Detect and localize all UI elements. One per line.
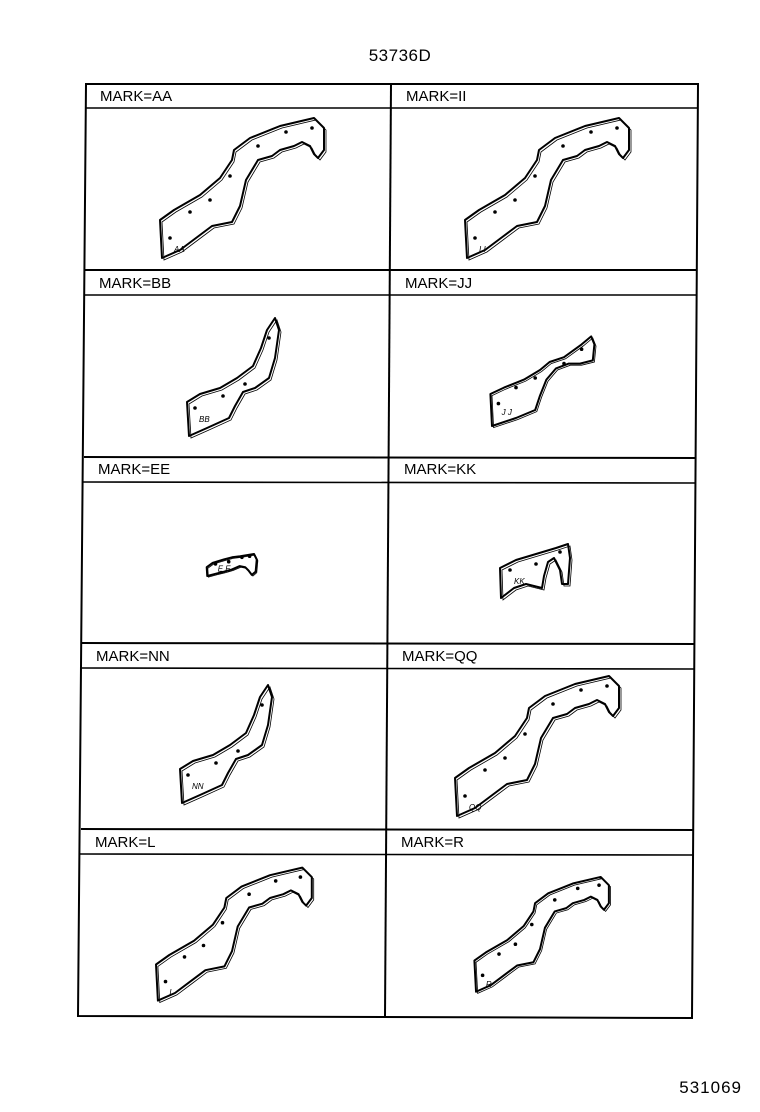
bolt-hole [227, 560, 231, 564]
part-label-5: MARK=EE [98, 461, 171, 478]
bolt-hole [247, 892, 251, 896]
bolt-hole [228, 174, 232, 178]
part-label-3: MARK=BB [99, 275, 172, 292]
diagram-code: 53736D [368, 46, 432, 65]
part-label-1: MARK=AA [100, 88, 173, 105]
bolt-hole [164, 980, 168, 984]
bolt-hole [534, 562, 538, 566]
bolt-hole [208, 198, 212, 202]
bolt-hole [188, 210, 192, 214]
part-stamp: QQ [469, 803, 482, 812]
bolt-hole [214, 562, 218, 566]
bolt-hole [260, 703, 264, 707]
grid-lines [78, 84, 698, 1018]
bolt-hole [463, 794, 467, 798]
row-divider-2 [84, 457, 696, 458]
part-drawing-4 [490, 336, 596, 427]
gasket-outline [465, 118, 629, 258]
bolt-hole [533, 174, 537, 178]
part-stamp: NN [192, 782, 204, 791]
bolt-hole [299, 875, 303, 879]
bolt-hole [473, 236, 477, 240]
bolt-hole [533, 376, 537, 380]
part-drawing-1 [160, 118, 326, 260]
part-stamp: BB [199, 415, 210, 424]
bolt-hole [186, 773, 190, 777]
bolt-hole [576, 887, 580, 891]
bolt-hole [605, 684, 609, 688]
bolt-hole [497, 402, 501, 406]
bolt-hole [240, 556, 244, 560]
bolt-hole [561, 144, 565, 148]
bolt-hole [597, 883, 601, 887]
row-divider-4 [81, 829, 694, 830]
part-stamp: AA [174, 245, 185, 254]
part-drawing-5 [207, 554, 258, 577]
label-rule-3 [83, 482, 696, 483]
bolt-hole [267, 336, 271, 340]
bolt-hole [514, 386, 518, 390]
bolt-hole [503, 756, 507, 760]
bolt-hole [562, 362, 566, 366]
bolt-hole [523, 732, 527, 736]
bolt-hole [514, 942, 518, 946]
part-drawing-8 [455, 676, 621, 818]
bolt-hole [274, 879, 278, 883]
bolt-hole [183, 955, 187, 959]
footer-code: 531069 [679, 1078, 742, 1097]
gasket-outline [156, 868, 312, 1001]
part-stamp: KK [514, 577, 525, 586]
bolt-hole [481, 974, 485, 978]
bolt-hole [483, 768, 487, 772]
part-stamp: E E [217, 564, 231, 574]
bolt-hole [243, 382, 247, 386]
bolt-hole [236, 749, 240, 753]
bolt-hole [221, 394, 225, 398]
part-drawing-10 [474, 877, 610, 993]
gasket-outline [455, 676, 619, 816]
part-label-7: MARK=NN [96, 648, 170, 665]
part-drawing-6 [500, 544, 572, 600]
part-stamp: I I [479, 245, 486, 254]
bolt-hole [214, 761, 218, 765]
bolt-hole [497, 952, 501, 956]
part-label-9: MARK=L [95, 834, 156, 851]
gasket-outline [474, 877, 608, 992]
label-rule-5 [80, 854, 693, 855]
bolt-hole [615, 126, 619, 130]
part-drawing-9 [156, 868, 314, 1003]
bolt-hole [589, 130, 593, 134]
bolt-hole [508, 568, 512, 572]
bolt-hole [202, 944, 206, 948]
part-drawing-7 [180, 685, 274, 805]
bolt-hole [168, 236, 172, 240]
part-label-6: MARK=KK [404, 461, 477, 478]
label-rule-4 [82, 668, 695, 669]
part-label-8: MARK=QQ [402, 648, 478, 665]
part-stamp: L [169, 987, 174, 997]
bolt-hole [580, 347, 584, 351]
bolt-hole [553, 898, 557, 902]
part-label-10: MARK=R [401, 834, 464, 851]
part-label-4: MARK=JJ [405, 275, 473, 292]
part-drawing-2 [465, 118, 631, 260]
bolt-hole [193, 406, 197, 410]
bolt-hole [558, 550, 562, 554]
bolt-hole [310, 126, 314, 130]
row-divider-3 [82, 643, 695, 644]
gasket-outline [160, 118, 324, 258]
part-stamp: J J [501, 407, 512, 417]
bolt-hole [221, 921, 225, 925]
bolt-hole [256, 144, 260, 148]
bolt-hole [530, 923, 534, 927]
bolt-hole [493, 210, 497, 214]
grid-center-divider [385, 84, 391, 1017]
bolt-hole [284, 130, 288, 134]
part-label-2: MARK=II [406, 88, 467, 105]
part-stamp: R [485, 979, 492, 989]
part-drawing-3 [187, 318, 281, 438]
bolt-hole [551, 702, 555, 706]
bolt-hole [513, 198, 517, 202]
bolt-hole [579, 688, 583, 692]
bolt-hole [248, 554, 252, 558]
